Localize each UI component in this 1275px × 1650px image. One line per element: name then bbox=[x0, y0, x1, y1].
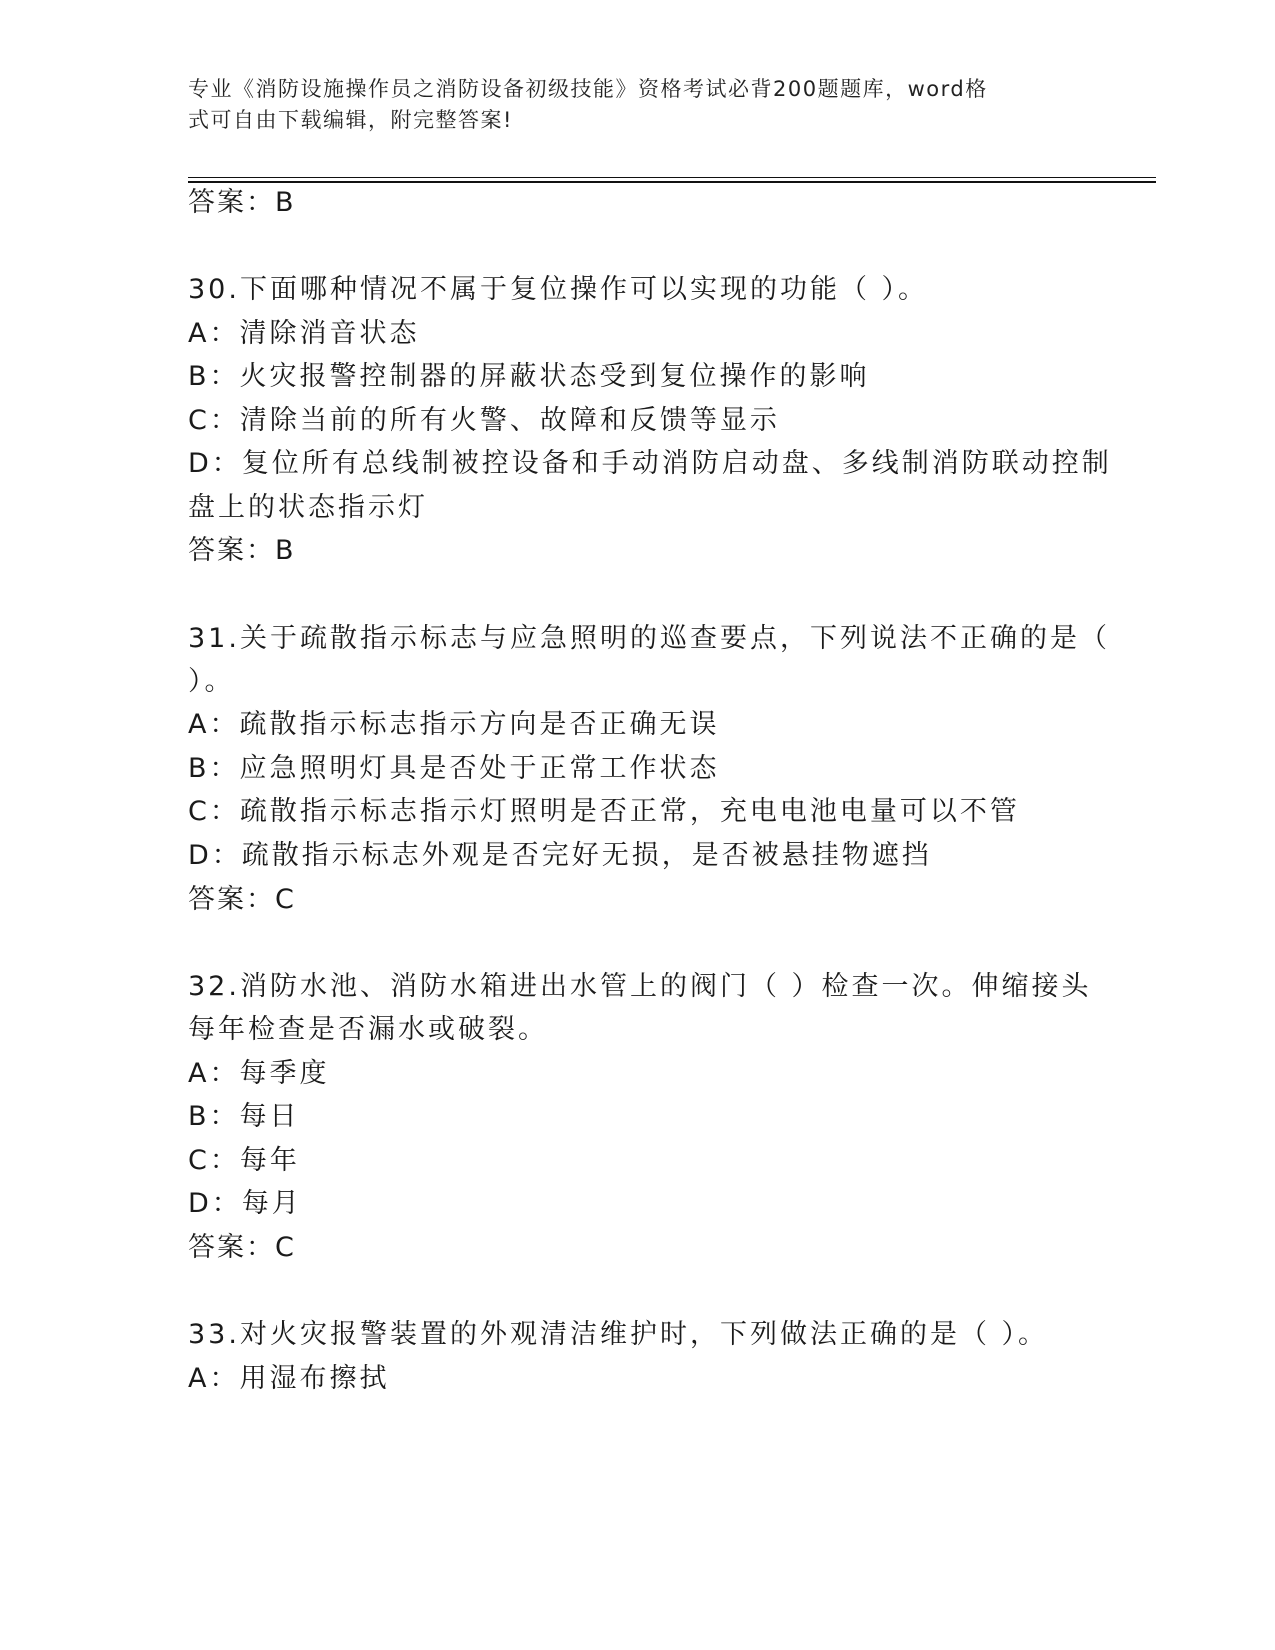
question-31-stem-cont: ）。 bbox=[188, 666, 235, 697]
question-30-option-d: D：复位所有总线制被控设备和手动消防启动盘、多线制消防联动控制 bbox=[188, 448, 1112, 479]
question-32-stem-cont: 每年检查是否漏水或破裂。 bbox=[188, 1014, 548, 1045]
question-32-option-b: B：每日 bbox=[188, 1101, 300, 1132]
header-rule-thick bbox=[188, 181, 1156, 183]
question-30-option-a: A：清除消音状态 bbox=[188, 318, 420, 349]
question-31-option-a: A：疏散指示标志指示方向是否正确无误 bbox=[188, 709, 720, 740]
document-header bbox=[188, 74, 1068, 136]
question-33-option-a: A：用湿布擦拭 bbox=[188, 1363, 390, 1394]
question-32-option-a: A：每季度 bbox=[188, 1058, 330, 1089]
header-line-2: 式可自由下载编辑，附完整答案! bbox=[188, 108, 513, 132]
question-31-option-d: D：疏散指示标志外观是否完好无损，是否被悬挂物遮挡 bbox=[188, 840, 932, 871]
question-32-answer: 答案：C bbox=[188, 1232, 296, 1263]
header-rule-thin bbox=[188, 177, 1156, 178]
question-30-option-d-cont: 盘上的状态指示灯 bbox=[188, 492, 428, 523]
question-30-option-b: B：火灾报警控制器的屏蔽状态受到复位操作的影响 bbox=[188, 361, 870, 392]
question-30-stem: 30.下面哪种情况不属于复位操作可以实现的功能（ ）。 bbox=[188, 274, 929, 305]
question-32-option-c: C：每年 bbox=[188, 1145, 300, 1176]
question-32-option-d: D：每月 bbox=[188, 1188, 302, 1219]
question-30-answer: 答案：B bbox=[188, 535, 296, 566]
question-32-stem: 32.消防水池、消防水箱进出水管上的阀门（ ）检查一次。伸缩接头 bbox=[188, 971, 1092, 1002]
question-31-answer: 答案：C bbox=[188, 884, 296, 915]
previous-answer: 答案：B bbox=[188, 187, 296, 218]
question-31-option-b: B：应急照明灯具是否处于正常工作状态 bbox=[188, 753, 720, 784]
question-33-stem: 33.对火灾报警装置的外观清洁维护时，下列做法正确的是（ ）。 bbox=[188, 1319, 1049, 1350]
question-30-option-c: C：清除当前的所有火警、故障和反馈等显示 bbox=[188, 405, 780, 436]
question-31-option-c: C：疏散指示标志指示灯照明是否正常，充电电池电量可以不管 bbox=[188, 796, 1020, 827]
header-line-1: 专业《消防设施操作员之消防设备初级技能》资格考试必背200题题库，word格 bbox=[188, 77, 988, 101]
question-31-stem: 31.关于疏散指示标志与应急照明的巡查要点，下列说法不正确的是（ bbox=[188, 623, 1110, 654]
